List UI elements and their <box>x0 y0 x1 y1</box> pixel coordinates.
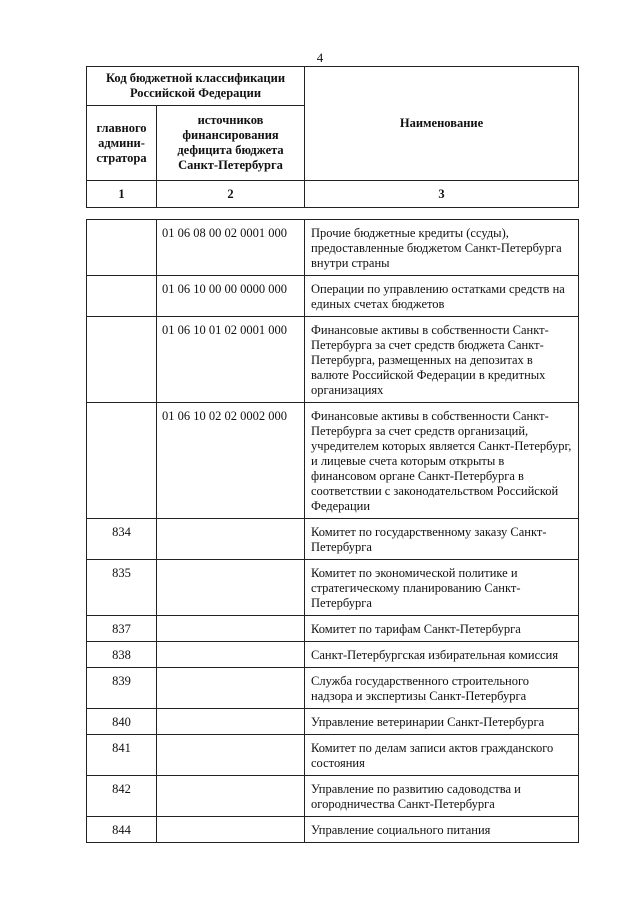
source-code-cell <box>157 616 305 642</box>
admin-code-cell: 842 <box>87 776 157 817</box>
table-row <box>87 776 579 817</box>
table-row <box>87 317 579 403</box>
name-cell: Финансовые активы в собственности Санкт-Петербурга за счет средств бюджета Санкт-Петербурга, размещенных на депозитах в валюте Российской Федерации в кредитных организациях <box>305 317 579 403</box>
source-code-cell <box>157 560 305 616</box>
name-cell: Прочие бюджетные кредиты (ссуды), предоставленные бюджетом Санкт-Петербурга внутри страны <box>305 220 579 276</box>
admin-code-cell: 835 <box>87 560 157 616</box>
header-table <box>86 66 579 208</box>
admin-code-cell: 840 <box>87 709 157 735</box>
source-code-cell <box>157 817 305 843</box>
table-row <box>87 519 579 560</box>
admin-code-cell: 834 <box>87 519 157 560</box>
admin-code-cell <box>87 317 157 403</box>
table-row <box>87 276 579 317</box>
table-row <box>87 817 579 843</box>
source-code-cell <box>157 519 305 560</box>
table-row <box>87 668 579 709</box>
page-number: 4 <box>316 50 324 65</box>
header-group-title: Код бюджетной классификации Российской Федерации <box>87 67 305 106</box>
source-code-cell: 01 06 10 02 02 0002 000 <box>157 403 305 519</box>
name-cell: Комитет по тарифам Санкт-Петербурга <box>305 616 579 642</box>
header-col1-number: 1 <box>87 181 157 208</box>
admin-code-cell <box>87 220 157 276</box>
header-col3-title: Наименование <box>305 67 579 181</box>
name-cell: Комитет по делам записи актов гражданского состояния <box>305 735 579 776</box>
table-row <box>87 735 579 776</box>
header-col3-number: 3 <box>305 181 579 208</box>
admin-code-cell <box>87 403 157 519</box>
source-code-cell <box>157 735 305 776</box>
source-code-cell <box>157 776 305 817</box>
admin-code-cell: 838 <box>87 642 157 668</box>
header-col2-number: 2 <box>157 181 305 208</box>
name-cell: Управление ветеринарии Санкт-Петербурга <box>305 709 579 735</box>
source-code-cell <box>157 642 305 668</box>
classification-table <box>86 219 579 843</box>
name-cell: Служба государственного строительного надзора и экспертизы Санкт-Петербурга <box>305 668 579 709</box>
table-row <box>87 616 579 642</box>
name-cell: Управление по развитию садоводства и огородничества Санкт-Петербурга <box>305 776 579 817</box>
admin-code-cell: 837 <box>87 616 157 642</box>
table-row <box>87 560 579 616</box>
name-cell: Санкт-Петербургская избирательная комиссия <box>305 642 579 668</box>
admin-code-cell: 841 <box>87 735 157 776</box>
source-code-cell: 01 06 10 00 00 0000 000 <box>157 276 305 317</box>
name-cell: Комитет по экономической политике и стратегическому планированию Санкт-Петербурга <box>305 560 579 616</box>
table-row <box>87 220 579 276</box>
admin-code-cell: 844 <box>87 817 157 843</box>
name-cell: Управление социального питания <box>305 817 579 843</box>
header-col1-title: главного админи-стратора <box>87 106 157 181</box>
name-cell: Комитет по государственному заказу Санкт-Петербурга <box>305 519 579 560</box>
source-code-cell: 01 06 10 01 02 0001 000 <box>157 317 305 403</box>
header-col2-title: источников финансирования дефицита бюджета Санкт-Петербурга <box>157 106 305 181</box>
table-row <box>87 403 579 519</box>
name-cell: Операции по управлению остатками средств на единых счетах бюджетов <box>305 276 579 317</box>
table-row <box>87 709 579 735</box>
source-code-cell: 01 06 08 00 02 0001 000 <box>157 220 305 276</box>
source-code-cell <box>157 709 305 735</box>
source-code-cell <box>157 668 305 709</box>
admin-code-cell <box>87 276 157 317</box>
admin-code-cell: 839 <box>87 668 157 709</box>
table-row <box>87 642 579 668</box>
name-cell: Финансовые активы в собственности Санкт-Петербурга за счет средств организаций, учредителем которых является Санкт-Петербург, и лицевые счета которым открыты в финансовом органе Санкт-Петербурга в соответствии с законодательством Российской Федерации <box>305 403 579 519</box>
